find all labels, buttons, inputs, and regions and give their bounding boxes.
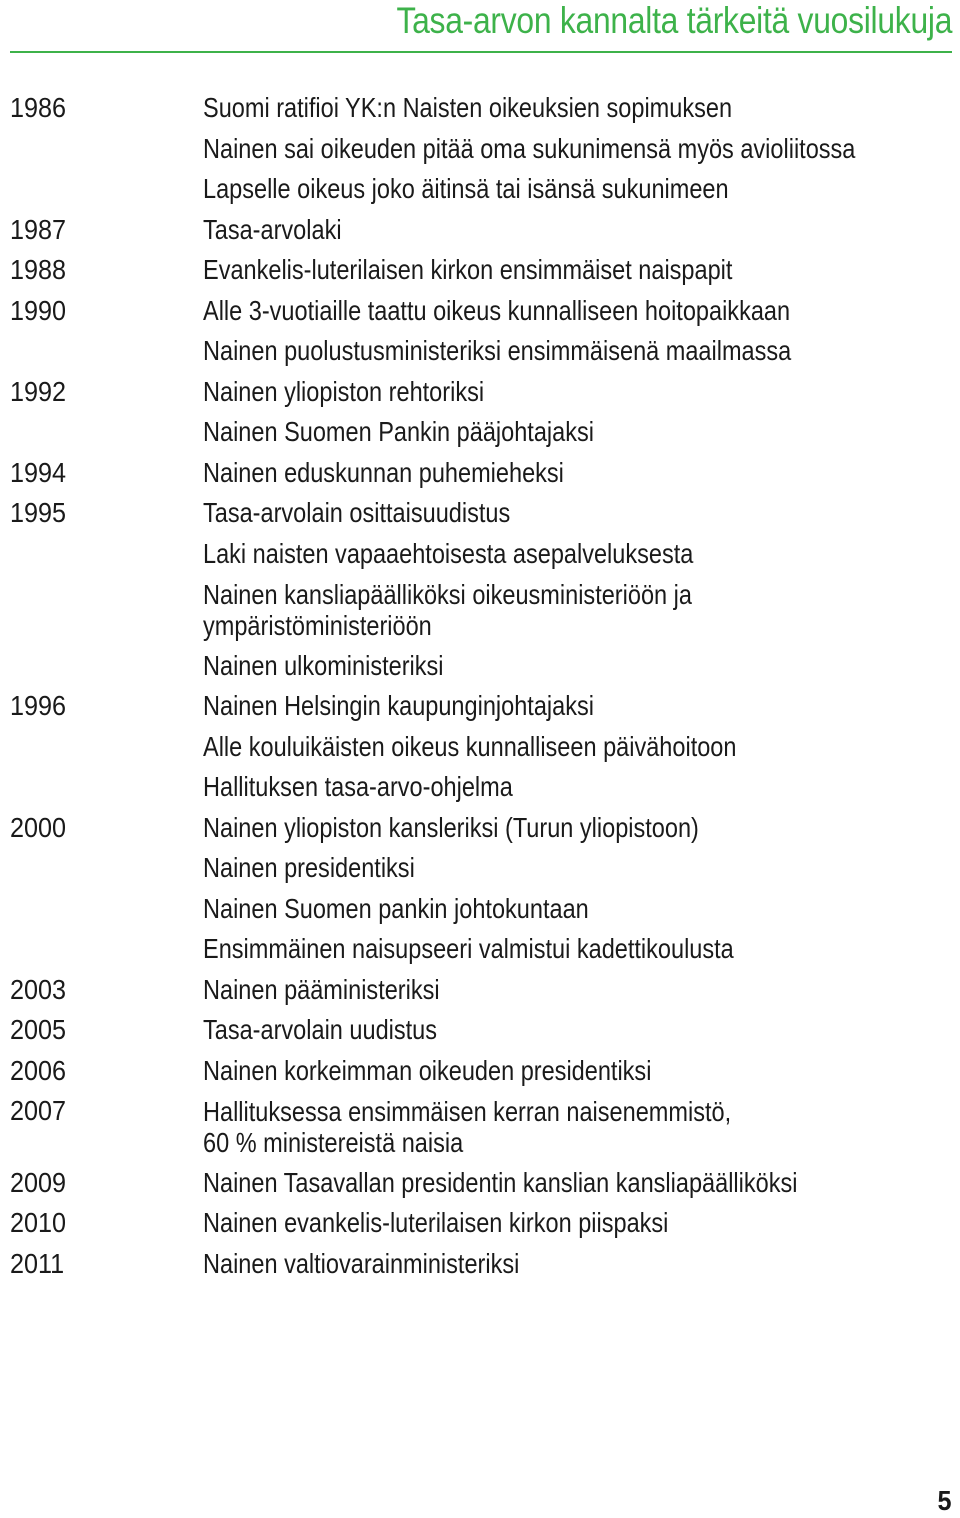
event-item bbox=[203, 1163, 830, 1204]
title-divider bbox=[10, 51, 952, 53]
event-item bbox=[203, 1244, 830, 1285]
year-label: 1992 bbox=[10, 375, 67, 407]
event-text: Nainen sai oikeuden pitää oma sukunimensä myös avioliitossa bbox=[203, 132, 856, 164]
event-text: Laki naisten vapaaehtoisesta asepalveluksesta bbox=[203, 537, 694, 569]
event-text: Tasa-arvolaki bbox=[203, 213, 342, 245]
year-group bbox=[10, 372, 950, 453]
year-group bbox=[10, 493, 950, 686]
event-text: Nainen yliopiston kansleriksi (Turun yliopistoon) bbox=[203, 811, 699, 843]
event-list bbox=[203, 210, 950, 251]
event-item bbox=[203, 646, 830, 687]
event-text: Lapselle oikeus joko äitinsä tai isänsä sukunimeen bbox=[203, 173, 729, 204]
event-text: Nainen korkeimman oikeuden presidentiksi bbox=[203, 1054, 652, 1086]
event-item bbox=[203, 331, 830, 372]
event-item bbox=[203, 129, 855, 170]
event-text: Nainen valtiovarainministeriksi bbox=[203, 1247, 520, 1279]
page-title: Tasa-arvon kannalta tärkeitä vuosilukuja bbox=[396, 0, 952, 41]
event-list bbox=[203, 250, 950, 291]
event-item bbox=[203, 1051, 830, 1092]
year-group bbox=[10, 1163, 950, 1204]
event-item bbox=[203, 291, 830, 332]
year-label: 2010 bbox=[10, 1207, 67, 1238]
event-list bbox=[203, 1091, 950, 1163]
event-list bbox=[203, 88, 960, 210]
year-label: 1986 bbox=[10, 92, 67, 123]
event-item bbox=[203, 1091, 830, 1163]
event-text: Alle 3-vuotiaille taattu oikeus kunnalliseen hoitopaikkaan bbox=[203, 294, 791, 326]
year-label: 2006 bbox=[10, 1054, 67, 1086]
timeline bbox=[10, 88, 950, 1284]
year-group bbox=[10, 1203, 950, 1244]
year-group bbox=[10, 250, 950, 291]
event-item bbox=[203, 848, 830, 889]
event-list bbox=[203, 493, 950, 686]
event-text: Nainen presidentiksi bbox=[203, 852, 415, 883]
event-text: Nainen puolustusministeriksi ensimmäisenä maailmassa bbox=[203, 335, 792, 366]
event-item bbox=[203, 929, 830, 970]
event-text: Evankelis-luterilaisen kirkon ensimmäiset naispapit bbox=[203, 254, 733, 285]
event-item bbox=[203, 727, 830, 768]
event-list bbox=[203, 1010, 950, 1051]
event-text: Tasa-arvolain osittaisuudistus bbox=[203, 497, 511, 528]
year-label: 1990 bbox=[10, 294, 67, 326]
event-list bbox=[203, 1244, 950, 1285]
event-text: Alle kouluikäisten oikeus kunnalliseen päivähoitoon bbox=[203, 730, 737, 762]
event-item bbox=[203, 250, 830, 291]
event-item bbox=[203, 1010, 830, 1051]
event-text: Nainen kansliapäälliköksi oikeusministeriöön ja bbox=[203, 578, 692, 610]
event-item bbox=[203, 453, 830, 494]
event-list bbox=[203, 453, 950, 494]
event-text: Nainen Suomen Pankin pääjohtajaksi bbox=[203, 416, 594, 447]
event-text: Nainen Suomen pankin johtokuntaan bbox=[203, 892, 589, 924]
year-group bbox=[10, 1051, 950, 1092]
year-label: 1994 bbox=[10, 456, 67, 488]
year-group bbox=[10, 453, 950, 494]
year-label: 2011 bbox=[10, 1247, 65, 1279]
event-text: Hallituksen tasa-arvo-ohjelma bbox=[203, 771, 513, 802]
event-text: Nainen Tasavallan presidentin kanslian kansliapäälliköksi bbox=[203, 1166, 798, 1198]
year-group bbox=[10, 88, 950, 210]
event-list bbox=[203, 686, 950, 808]
year-group bbox=[10, 1244, 950, 1285]
year-group bbox=[10, 808, 950, 970]
event-item bbox=[203, 88, 855, 129]
event-text: Nainen yliopiston rehtoriksi bbox=[203, 375, 485, 407]
event-text: Ensimmäinen naisupseeri valmistui kadettikoulusta bbox=[203, 933, 734, 964]
event-text: Nainen evankelis-luterilaisen kirkon piispaksi bbox=[203, 1207, 669, 1238]
event-text: Suomi ratifioi YK:n Naisten oikeuksien sopimuksen bbox=[203, 92, 733, 123]
year-group bbox=[10, 1010, 950, 1051]
year-label: 1987 bbox=[10, 213, 67, 245]
event-item bbox=[203, 574, 830, 646]
year-group bbox=[10, 1091, 950, 1163]
event-text: Nainen ulkoministeriksi bbox=[203, 649, 444, 681]
year-label: 2007 bbox=[10, 1095, 67, 1126]
year-label: 2005 bbox=[10, 1014, 67, 1045]
event-list bbox=[203, 970, 950, 1011]
event-item bbox=[203, 1203, 830, 1244]
event-item bbox=[203, 169, 855, 210]
event-list bbox=[203, 291, 950, 372]
event-text: Nainen eduskunnan puhemieheksi bbox=[203, 456, 564, 488]
event-item bbox=[203, 412, 830, 453]
event-item bbox=[203, 889, 830, 930]
event-list bbox=[203, 1203, 950, 1244]
year-group bbox=[10, 686, 950, 808]
year-label: 1995 bbox=[10, 497, 67, 528]
event-list bbox=[203, 808, 950, 970]
event-item bbox=[203, 493, 830, 534]
event-item bbox=[203, 970, 830, 1011]
event-list bbox=[203, 1051, 950, 1092]
event-item bbox=[203, 372, 830, 413]
year-label: 1988 bbox=[10, 254, 67, 285]
year-label: 2009 bbox=[10, 1166, 67, 1198]
event-item bbox=[203, 808, 830, 849]
event-item bbox=[203, 767, 830, 808]
event-text: ympäristöministeriöön bbox=[203, 609, 432, 641]
event-text: Nainen pääministeriksi bbox=[203, 973, 440, 1005]
event-item bbox=[203, 534, 830, 575]
year-group bbox=[10, 291, 950, 372]
event-item bbox=[203, 210, 830, 251]
year-label: 2003 bbox=[10, 973, 67, 1005]
year-group bbox=[10, 970, 950, 1011]
page-number: 5 bbox=[937, 1485, 952, 1516]
event-text: 60 % ministereistä naisia bbox=[203, 1126, 464, 1158]
year-group bbox=[10, 210, 950, 251]
event-text: Nainen Helsingin kaupunginjohtajaksi bbox=[203, 690, 594, 721]
event-text: Hallituksessa ensimmäisen kerran naisenemmistö, bbox=[203, 1095, 732, 1127]
year-label: 2000 bbox=[10, 811, 67, 843]
year-label: 1996 bbox=[10, 690, 67, 721]
event-text: Tasa-arvolain uudistus bbox=[203, 1014, 438, 1045]
event-list bbox=[203, 372, 950, 453]
event-list bbox=[203, 1163, 950, 1204]
event-item bbox=[203, 686, 830, 727]
